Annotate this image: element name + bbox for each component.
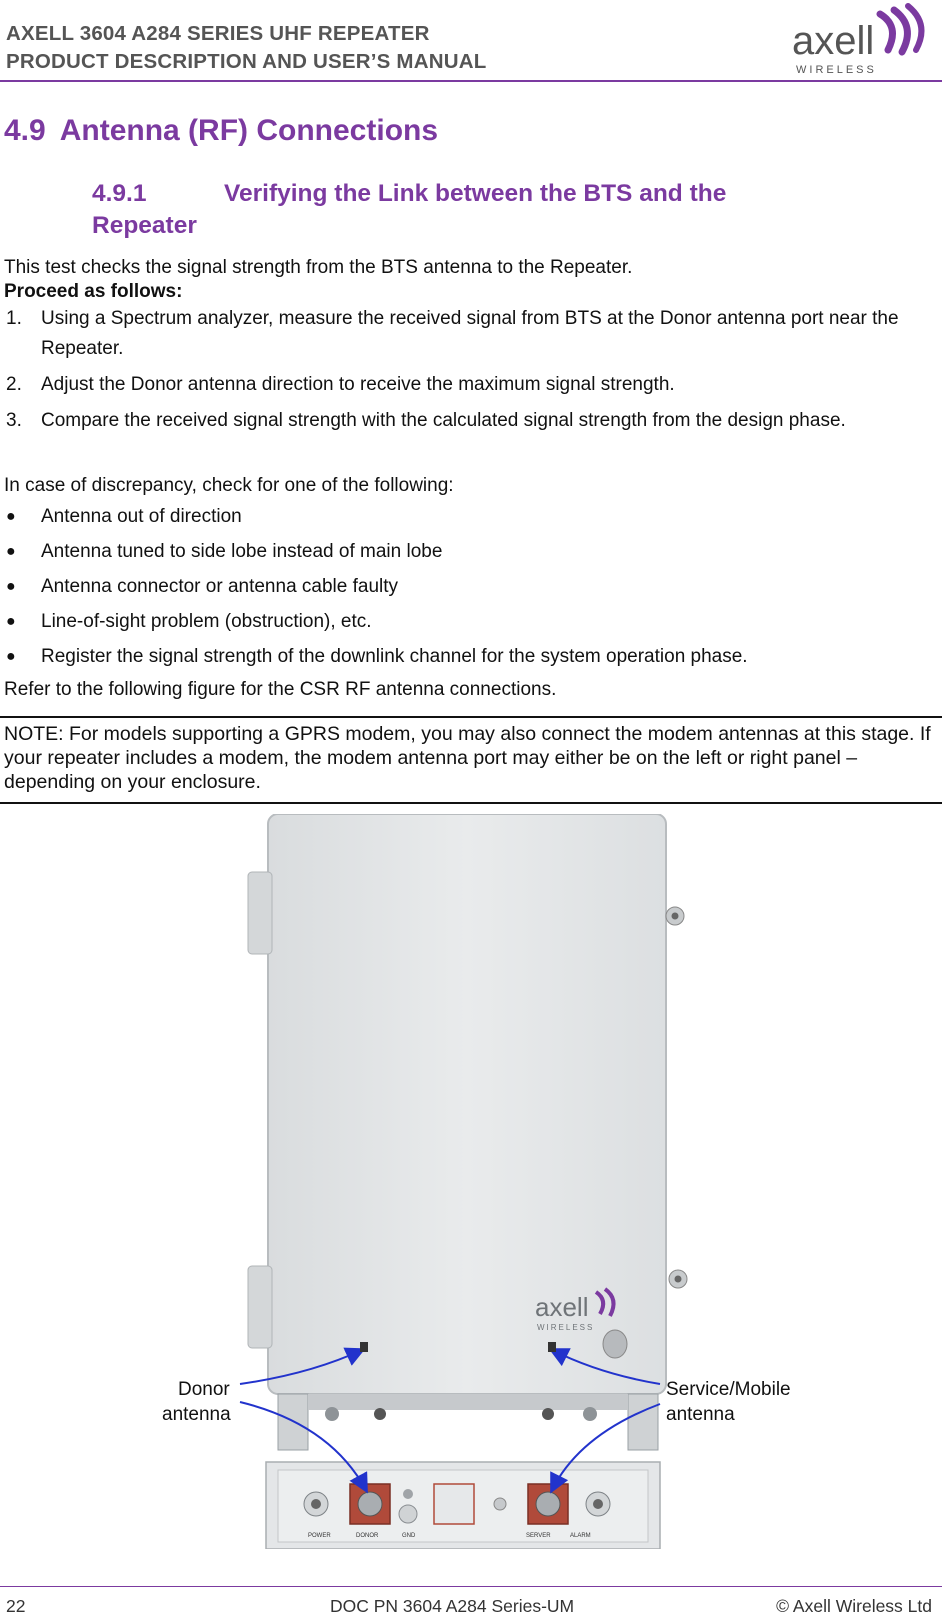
step-item	[4, 406, 934, 436]
manual-title-line1: AXELL 3604 A284 SERIES UHF REPEATER	[6, 22, 430, 45]
bullet-text: Antenna tuned to side lobe instead of main lobe	[41, 541, 443, 562]
intro-paragraph: This test checks the signal strength from the BTS antenna to the Repeater.	[4, 257, 633, 278]
enclosure-image	[248, 814, 687, 1450]
donor-label-line1: Donor	[178, 1379, 230, 1400]
step-number: 3.	[6, 410, 22, 431]
header-divider	[0, 80, 942, 82]
bullet-icon: ●	[6, 578, 16, 595]
section-number: 4.9	[4, 114, 46, 147]
panel-label-gnd: GND	[402, 1533, 416, 1539]
repeater-figure	[160, 814, 840, 1549]
bullet-text: Line-of-sight problem (obstruction), etc.	[41, 611, 372, 632]
bullet-icon: ●	[6, 613, 16, 630]
steps-list	[4, 304, 934, 442]
panel-label-server: SERVER	[526, 1533, 551, 1539]
proceed-label: Proceed as follows:	[4, 281, 183, 302]
bullet-item	[4, 574, 904, 609]
enclosure-logo-text: axell	[535, 1292, 589, 1322]
note-text: NOTE: For models supporting a GPRS modem, you may also connect the modem antennas at this stage. If your repeater includes a modem, the modem antenna port may either be on the left or right panel – depending on your enclosure.	[4, 723, 931, 793]
step-text: Adjust the Donor antenna direction to receive the maximum signal strength.	[41, 374, 675, 395]
step-item	[4, 304, 934, 364]
panel-label-donor: DONOR	[356, 1533, 379, 1539]
donor-label-line2: antenna	[162, 1404, 231, 1425]
service-label-line2: antenna	[666, 1404, 735, 1425]
checklist	[4, 504, 904, 679]
panel-label-alarm: ALARM	[570, 1533, 591, 1539]
bullet-item	[4, 504, 904, 539]
page-number: 22	[6, 1596, 26, 1616]
logo-text: axell	[792, 19, 875, 63]
doc-number: DOC PN 3604 A284 Series-UM	[330, 1596, 575, 1616]
footer-divider	[0, 1586, 942, 1587]
subsection-title-line1: Verifying the Link between the BTS and the	[224, 180, 727, 207]
subsection-number: 4.9.1	[92, 180, 147, 207]
subsection-heading	[92, 178, 852, 242]
step-number: 1.	[6, 308, 22, 329]
note-box	[0, 716, 942, 804]
subsection-title-line2: Repeater	[92, 212, 197, 239]
section-heading	[4, 114, 438, 148]
discrepancy-intro: In case of discrepancy, check for one of the following:	[4, 475, 454, 496]
section-title: Antenna (RF) Connections	[59, 114, 439, 147]
logo-subtext: WIRELESS	[796, 64, 877, 76]
enclosure-logo-subtext: WIRELESS	[537, 1323, 595, 1332]
copyright: © Axell Wireless Ltd	[776, 1596, 932, 1616]
bullet-text: Antenna out of direction	[41, 506, 242, 527]
bullet-icon: ●	[6, 543, 16, 560]
manual-title-line2: PRODUCT DESCRIPTION AND USER’S MANUAL	[6, 50, 487, 73]
bullet-icon: ●	[6, 648, 16, 665]
service-label-line1: Service/Mobile	[666, 1379, 791, 1400]
bullet-item	[4, 609, 904, 644]
bullet-item	[4, 644, 904, 679]
bullet-text: Register the signal strength of the downlink channel for the system operation phase.	[41, 646, 748, 667]
bullet-text: Antenna connector or antenna cable faulty	[41, 576, 399, 597]
step-number: 2.	[6, 374, 22, 395]
step-text: Compare the received signal strength with the calculated signal strength from the design phase.	[41, 410, 846, 431]
step-item	[4, 370, 934, 400]
refer-paragraph: Refer to the following figure for the CSR RF antenna connections.	[4, 679, 557, 700]
step-text: Using a Spectrum analyzer, measure the received signal from BTS at the Donor antenna port near the Repeater.	[41, 308, 899, 359]
bottom-panel-image	[266, 1462, 660, 1549]
page-header	[0, 0, 942, 84]
page-footer	[0, 1586, 942, 1614]
bullet-icon: ●	[6, 508, 16, 525]
manual-title	[6, 20, 486, 76]
panel-label-power: POWER	[308, 1533, 331, 1539]
bullet-item	[4, 539, 904, 574]
axell-logo	[788, 2, 926, 78]
